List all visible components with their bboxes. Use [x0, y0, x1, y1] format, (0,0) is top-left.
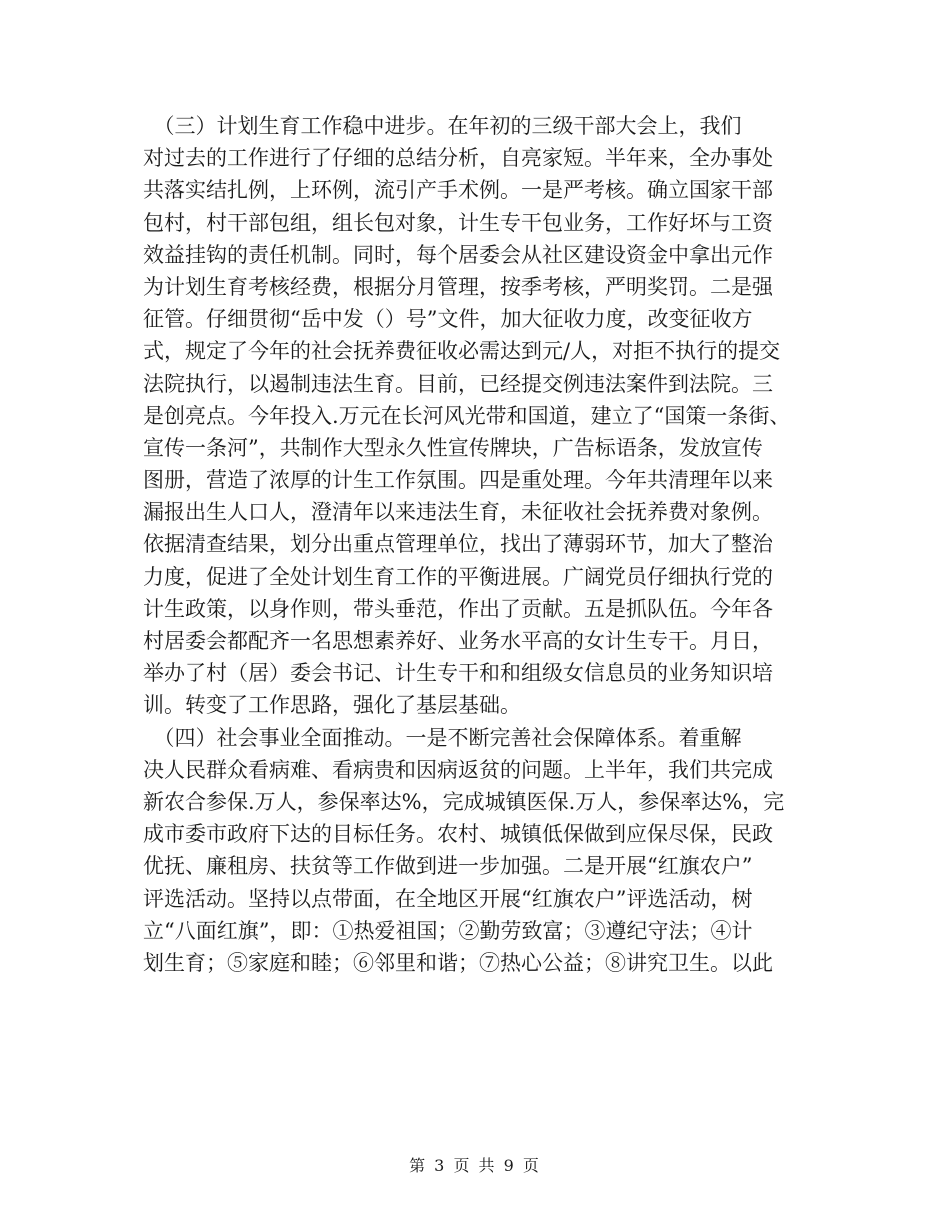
text-line: 优抚、廉租房、扶贫等工作做到进一步加强。二是开展“红旗农户” — [143, 854, 753, 879]
text-line: 立“八面红旗”，即：①热爱祖国；②勤劳致富；③遵纪守法；④计 — [143, 918, 753, 943]
text-line: 成市委市政府下达的目标任务。农村、城镇低保做到应保尽保，民政 — [143, 822, 773, 847]
text-line: 共落实结扎例，上环例，流引产手术例。一是严考核。确立国家干部 — [143, 178, 773, 203]
text-line: （四）社会事业全面推动。一是不断完善社会保障体系。着重解 — [143, 725, 742, 750]
text-line: 依据清查结果，划分出重点管理单位，找出了薄弱环节，加大了整治 — [143, 532, 773, 557]
text-line: 决人民群众看病难、看病贵和因病返贫的问题。上半年，我们共完成 — [143, 757, 773, 782]
text-line: 村居委会都配齐一名思想素养好、业务水平高的女计生专干。月日， — [143, 629, 773, 653]
text-line: 法院执行，以遏制违法生育。目前，已经提交例违法案件到法院。三 — [143, 371, 773, 396]
text-line: 划生育；⑤家庭和睦；⑥邻里和谐；⑦热心公益；⑧讲究卫生。以此 — [143, 950, 773, 975]
text-line: （三）计划生育工作稳中进步。在年初的三级干部大会上，我们 — [143, 114, 742, 138]
text-line: 征管。仔细贯彻“岳中发（）号”文件，加大征收力度，改变征收方 — [143, 307, 753, 332]
text-line: 宣传一条河”，共制作大型永久性宣传牌块，广告标语条，发放宣传 — [143, 435, 763, 460]
document-body — [143, 110, 813, 979]
text-line: 力度，促进了全处计划生育工作的平衡进展。广阔党员仔细执行党的 — [143, 564, 773, 589]
text-line: 计生政策，以身作则，带头垂范，作出了贡献。五是抓队伍。今年各 — [143, 596, 773, 621]
text-line: 举办了村（居）委会书记、计生专干和和组级女信息员的业务知识培 — [143, 661, 773, 686]
text-line: 为计划生育考核经费，根据分月管理，按季考核，严明奖罚。二是强 — [143, 274, 773, 299]
page-number-footer: 第 3 页 共 9 页 — [409, 1156, 541, 1175]
text-line: 式，规定了今年的社会抚养费征收必需达到元/人，对拒不执行的提交 — [143, 339, 781, 364]
text-line: 新农合参保.万人，参保率达%，完成城镇医保.万人，参保率达%，完 — [143, 789, 785, 814]
text-line: 是创亮点。今年投入.万元在长河风光带和国道，建立了“国策一条街、 — [143, 403, 791, 428]
text-line: 对过去的工作进行了仔细的总结分析，自亮家短。半年来，全办事处 — [143, 146, 773, 171]
text-line: 效益挂钩的责任机制。同时，每个居委会从社区建设资金中拿出元作 — [143, 242, 773, 267]
text-line: 包村，村干部包组，组长包对象，计生专干包业务，工作好坏与工资 — [143, 210, 773, 235]
text-line: 评选活动。坚持以点带面，在全地区开展“红旗农户”评选活动，树 — [143, 886, 753, 911]
text-line: 训。转变了工作思路，强化了基层基础。 — [143, 693, 521, 718]
text-line: 漏报出生人口人，澄清年以来违法生育，未征收社会抚养费对象例。 — [143, 500, 773, 525]
text-line: 图册，营造了浓厚的计生工作氛围。四是重处理。今年共清理年以来 — [143, 468, 773, 493]
